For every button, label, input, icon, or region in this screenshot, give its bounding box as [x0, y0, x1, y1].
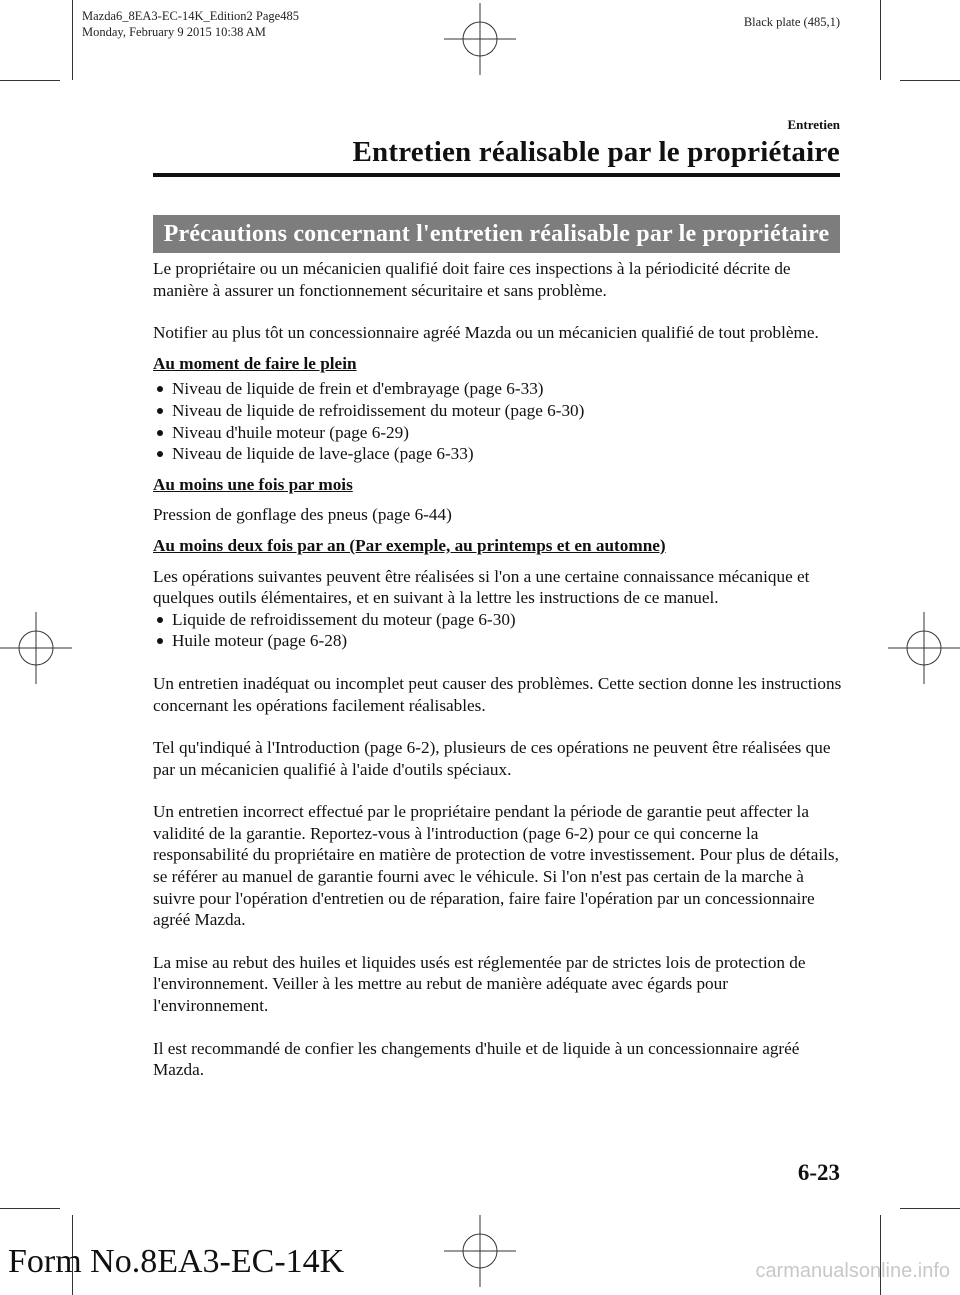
form-number: Form No.8EA3-EC-14K — [8, 1243, 345, 1280]
subheading-twice-year: Au moins deux fois par an (Par exemple, au printemps et en automne) — [153, 535, 666, 555]
body-paragraph: Tel qu'indiqué à l'Introduction (page 6-2), plusieurs de ces opérations ne peuvent être réalisées que par un mécanicien qualifié à l'aide d'outils spéciaux. — [153, 738, 831, 779]
page-number: 6-23 — [797, 1160, 840, 1185]
registration-mark-icon — [444, 1215, 516, 1287]
body-paragraph: Un entretien inadéquat ou incomplet peut causer des problèmes. Cette section donne les instructions concernant les opérations facilement réalisables. — [153, 673, 842, 715]
registration-mark-icon — [444, 3, 516, 75]
crop-mark — [880, 0, 881, 80]
body-paragraph: Un entretien incorrect effectué par le propriétaire pendant la période de garantie peut affecter la validité de la garantie. Reportez-vous à l'introduction (page 6-2) pour ce qui concerne la responsabilité du propriétaire en matière de protection de votre investissement. Pour plus de détails, se référer au manuel de garantie fourni avec le véhicule. Si l'on n'est pas certain de la marche à suivre pour l'opération d'entretien ou de réparation, faire faire l'opération par un concessionnaire agréé Mazda. — [153, 802, 839, 930]
intro-paragraph: Le propriétaire ou un mécanicien qualifié doit faire ces inspections à la périodicité décrite de manière à assurer un fonctionnement sécuritaire et sans problème. — [153, 259, 791, 300]
crop-mark — [900, 80, 960, 81]
refuel-list — [153, 378, 843, 464]
twice-year-list — [153, 609, 843, 652]
registration-mark-icon — [0, 612, 72, 684]
list-item: Niveau de liquide de frein et d'embrayage (page 6-33) — [153, 378, 843, 400]
intro-paragraph: Notifier au plus tôt un concessionnaire agréé Mazda ou un mécanicien qualifié de tout problème. — [153, 323, 819, 343]
list-item: Niveau de liquide de lave-glace (page 6-33) — [153, 443, 843, 465]
file-info: Mazda6_8EA3-EC-14K_Edition2 Page485 — [82, 9, 299, 23]
monthly-text: Pression de gonflage des pneus (page 6-44) — [153, 505, 452, 525]
list-item: Liquide de refroidissement du moteur (page 6-30) — [153, 609, 843, 631]
crop-mark — [0, 80, 60, 81]
body-paragraph: Il est recommandé de confier les changements d'huile et de liquide à un concessionnaire agréé Mazda. — [153, 1038, 800, 1080]
section-title: Entretien réalisable par le propriétaire — [352, 136, 840, 168]
section-label: Entretien — [787, 117, 840, 132]
crop-mark — [0, 1208, 60, 1209]
crop-mark — [880, 1215, 881, 1295]
print-timestamp: Monday, February 9 2015 10:38 AM — [82, 25, 266, 39]
subheading-monthly: Au moins une fois par mois — [153, 474, 353, 494]
body-content — [153, 258, 843, 1081]
list-item: Huile moteur (page 6-28) — [153, 630, 843, 652]
subheading-refuel: Au moment de faire le plein — [153, 353, 357, 373]
registration-mark-icon — [888, 612, 960, 684]
crop-mark — [72, 0, 73, 80]
list-item: Niveau de liquide de refroidissement du moteur (page 6-30) — [153, 400, 843, 422]
topic-banner: Précautions concernant l'entretien réalisable par le propriétaire — [153, 215, 840, 253]
plate-info: Black plate (485,1) — [743, 15, 840, 29]
twice-year-text: Les opérations suivantes peuvent être réalisées si l'on a une certaine connaissance mécanique et quelques outils élémentaires, et en suivant à la lettre les instructions de ce manuel. — [153, 566, 810, 608]
body-paragraph: La mise au rebut des huiles et liquides usés est réglementée par de strictes lois de protection de l'environnement. Veiller à les mettre au rebut de manière adéquate avec égards pour l'environnement. — [153, 952, 806, 1016]
list-item: Niveau d'huile moteur (page 6-29) — [153, 422, 843, 444]
watermark: carmanualsonline.info — [755, 1260, 950, 1282]
header-rule — [153, 173, 840, 177]
crop-mark — [900, 1208, 960, 1209]
print-meta — [82, 8, 299, 40]
